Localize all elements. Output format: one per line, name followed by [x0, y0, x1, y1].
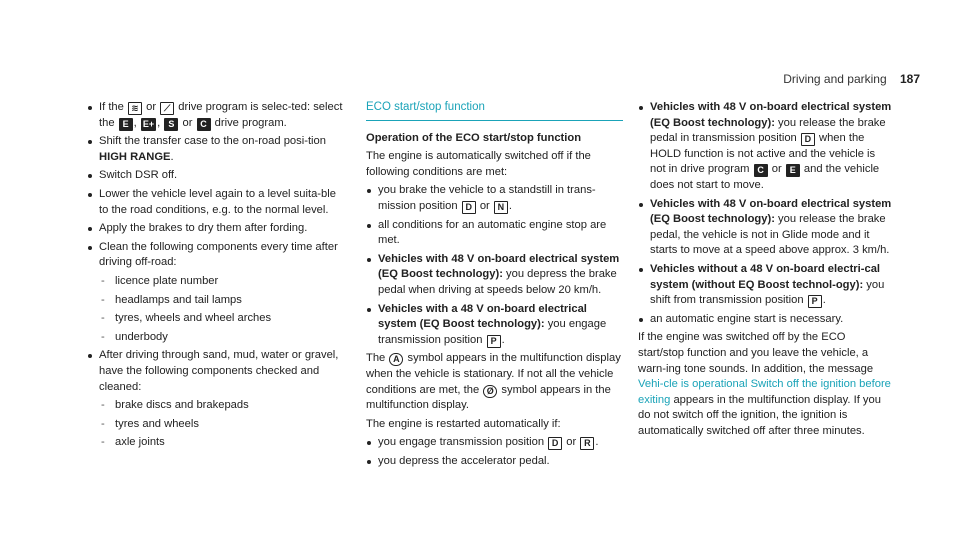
eco-start-stop-off-icon: Ø: [483, 385, 497, 398]
list-item: you engage transmission position D or R .: [366, 435, 623, 451]
section-heading: ECO start/stop function: [366, 100, 623, 121]
position-r-icon: R: [580, 437, 594, 450]
position-d-icon: D: [548, 437, 562, 450]
sub-list-item: - headlamps and tail lamps: [99, 293, 345, 309]
display-message: Vehi-cle is operational Switch off the ignition before exiting: [638, 378, 891, 406]
list-item: Lower the vehicle level again to a level suita-ble to the road conditions, e.g. to the normal level.: [87, 187, 345, 218]
column-3: [638, 100, 892, 442]
position-d-icon: D: [801, 133, 815, 146]
position-d-icon: D: [462, 201, 476, 214]
list-item: Switch DSR off.: [87, 168, 345, 184]
page-number: 187: [899, 72, 920, 86]
sub-list-item: - tyres and wheels: [99, 417, 345, 433]
sub-list-item: - licence plate number: [99, 274, 345, 290]
list-item: Vehicles with 48 V on-board electrical system (EQ Boost technology): you release the brake pedal in transmission position D when the HOLD function is not active and the vehicle is not in drive program C or E and the vehicle does not start to move.: [638, 100, 892, 194]
paragraph: If the engine was switched off by the ECO start/stop function and you leave the vehicle, a warn-ing tone sounds. In addition, the message Vehi-cle is operational Switch off the ignition before exiting appears in the multifunction display. If you do not switch off the ignition, the ignition is automatically switched off after three minutes.: [638, 331, 891, 437]
sub-list-item: - underbody: [99, 330, 345, 346]
list-item: Vehicles without a 48 V on-board electri-cal system (without EQ Boost technol-ogy): you shift from transmission position P .: [638, 262, 892, 309]
sub-list: [99, 398, 345, 451]
position-p-icon: P: [487, 335, 501, 348]
list-item: After driving through sand, mud, water or gravel, have the following components checked and cleaned: - brake discs and brakepads - tyres and wheels - axle joints: [87, 348, 345, 451]
drive-program-c-icon: C: [754, 164, 768, 177]
list-item: Vehicles with a 48 V on-board electrical system (EQ Boost technology): you engage transmission position P .: [366, 302, 623, 349]
drive-program-c-icon: C: [197, 118, 211, 131]
drive-program-e-icon: E: [786, 164, 800, 177]
subheading: Operation of the ECO start/stop function: [366, 131, 582, 144]
list-item: Apply the brakes to dry them after fording.: [87, 221, 345, 237]
sub-list: [99, 274, 345, 345]
drive-program-s-icon: S: [164, 118, 178, 131]
sub-list-item: - axle joints: [99, 435, 345, 451]
sub-list-item: - brake discs and brakepads: [99, 398, 345, 414]
list-item: Clean the following components every time after driving off-road: - licence plate number - headlamps and tail lamps - tyres, wheels and wheel arches - underbody: [87, 240, 345, 346]
list-item: Vehicles with 48 V on-board electrical system (EQ Boost technology): you release the brake pedal, the vehicle is not in Glide mode and it starts to move at a speed above approx. 3 km/h.: [638, 197, 892, 259]
list-item: all conditions for an automatic engine stop are met.: [366, 218, 623, 249]
rock-program-icon: ⟋: [160, 102, 174, 115]
paragraph: The engine is restarted automatically if:: [366, 417, 561, 430]
column-2: [366, 100, 623, 472]
position-p-icon: P: [808, 295, 822, 308]
column-1: [87, 100, 345, 454]
sub-list-item: - tyres, wheels and wheel arches: [99, 311, 345, 327]
list-item: an automatic engine start is necessary.: [638, 312, 892, 328]
list-item: Vehicles with 48 V on-board electrical system (EQ Boost technology): you depress the brake pedal when driving at speeds below 20 km/h.: [366, 252, 623, 299]
list-item: Shift the transfer case to the on-road posi-tion HIGH RANGE.: [87, 134, 345, 165]
drive-program-e-icon: E: [119, 118, 133, 131]
drive-program-e-plus-icon: E+: [142, 118, 155, 129]
list-item: If the ≋ or ⟋ drive program is selec-ted: select the E , E+ , S or C drive program.: [87, 100, 345, 131]
list-item: you depress the accelerator pedal.: [366, 454, 623, 470]
paragraph: The engine is automatically switched off if the following conditions are met:: [366, 150, 591, 178]
offroad-program-icon: ≋: [128, 102, 142, 115]
position-n-icon: N: [494, 201, 508, 214]
page-header: [783, 72, 920, 86]
section-title: Driving and parking: [783, 72, 887, 86]
list-item: you brake the vehicle to a standstill in trans-mission position D or N .: [366, 183, 623, 214]
eco-start-stop-icon: A: [389, 353, 403, 366]
paragraph: The A symbol appears in the multifunction display when the vehicle is stationary. If not all the vehicle conditions are met, the Ø symbol appears in the multifunction display.: [366, 352, 621, 412]
